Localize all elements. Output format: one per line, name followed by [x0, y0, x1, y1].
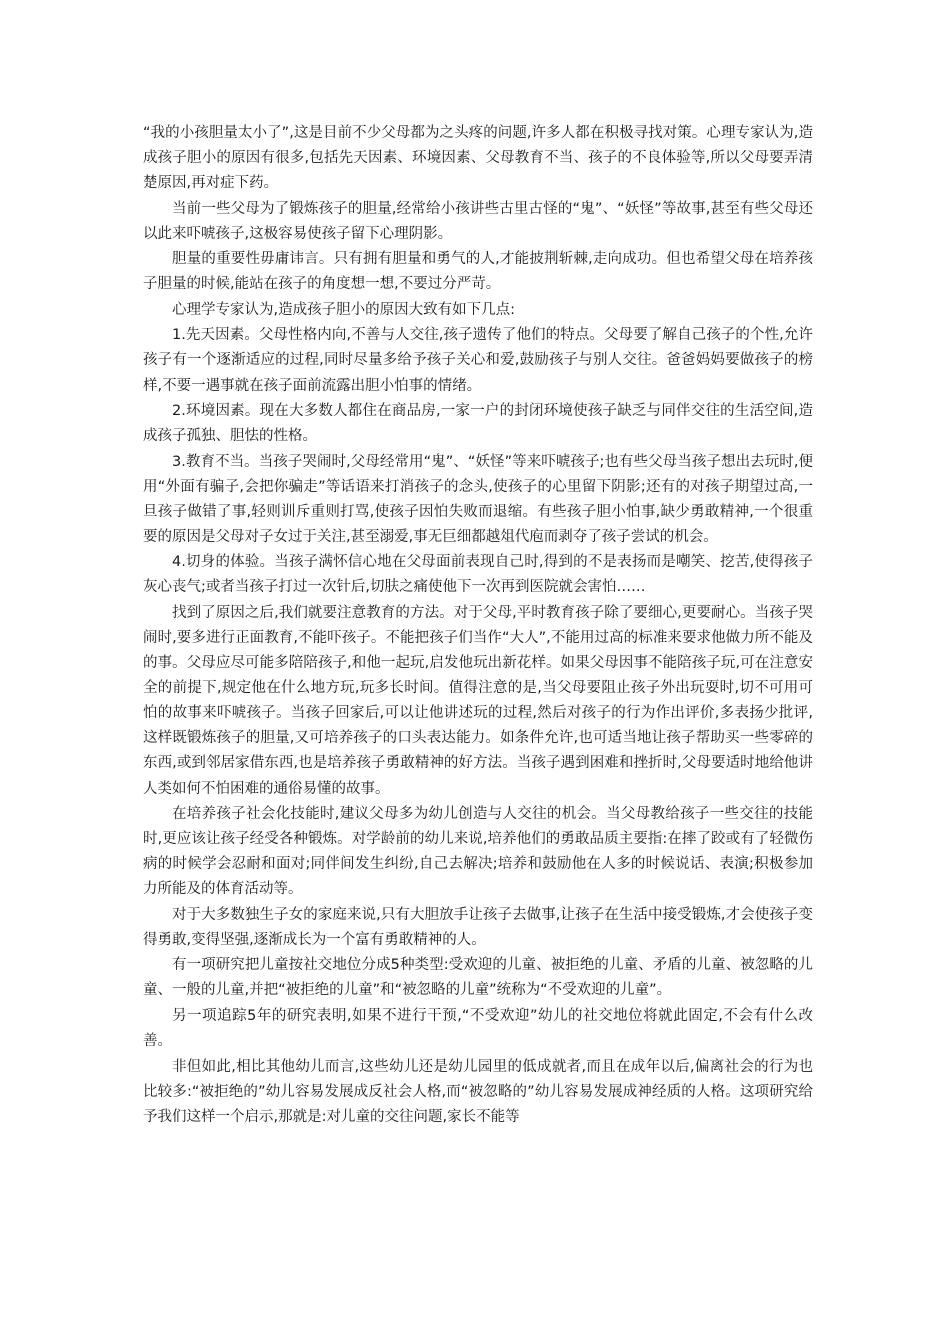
paragraph-causes-intro: 心理学专家认为,造成孩子胆小的原因大致有如下几点:	[172, 301, 515, 318]
paragraph-intro: “我的小孩胆量太小了”,这是目前不少父母都为之头疼的问题,许多人都在积极寻找对策。心理专家认为,造成孩子胆小的原因有很多,包括先天因素、环境因素、父母教育不当、孩子的不良体验等,所以父母要弄清楚原因,再对症下药。	[143, 125, 813, 192]
paragraph-education-methods: 找到了原因之后,我们就要注意教育的方法。对于父母,平时教育孩子除了要细心,更要耐心。当孩子哭闹时,要多进行正面教育,不能吓孩子。不能把孩子们当作“大人”,不能用过高的标准来要求他做力所不能及的事。父母应尽可能多陪陪孩子,和他一起玩,启发他玩出新花样。如果父母因事不能陪孩子玩,可在注意安全的前提下,规定他在什么地方玩,玩多长时间。值得注意的是,当父母要阻止孩子外出玩耍时,切不可用可怕的故事来吓唬孩子。当孩子回家后,可以让他讲述玩的过程,然后对孩子的行为作出评价,多表扬少批评,这样既锻炼孩子的胆量,又可培养孩子的口头表达能力。如条件允许,也可适当地让孩子帮助买一些零碎的东西,或到邻居家借东西,也是培养孩子勇敢精神的好方法。当孩子遇到困难和挫折时,父母要适时地给他讲人类如何不怕困难的通俗易懂的故事。	[143, 604, 813, 797]
paragraph-cause-4: 4.切身的体验。当孩子满怀信心地在父母面前表现自己时,得到的不是表扬而是嘲笑、挖苦,使得孩子灰心丧气;或者当孩子打过一次针后,切肤之痛使他下一次再到医院就会害怕……	[143, 554, 813, 596]
paragraph-study-five-years: 另一项追踪5年的研究表明,如果不进行干预,“不受欢迎”幼儿的社交地位将就此固定,不会有什么改善。	[143, 1007, 813, 1050]
paragraph-cause-3: 3.教育不当。当孩子哭闹时,父母经常用“鬼”、“妖怪”等来吓唬孩子;也有些父母当孩子想出去玩时,便用“外面有骗子,会把你骗走”等话语来打消孩子的念头,使孩子的心里留下阴影;还有的对孩子期望过高,一旦孩子做错了事,轻则训斥重则打骂,使孩子因怕失败而退缩。有些孩子胆小怕事,缺少勇敢精神,一个很重要的原因是父母对子女过于关注,甚至溺爱,事无巨细都越俎代庖而剥夺了孩子尝试的机会。	[143, 453, 813, 545]
paragraph-study-five-types: 有一项研究把儿童按社交地位分成5种类型:受欢迎的儿童、被拒绝的儿童、矛盾的儿童、被忽略的儿童、一般的儿童,并把“被拒绝的儿童”和“被忽略的儿童”统称为“不受欢迎的儿童”。	[143, 957, 813, 999]
paragraph-only-child: 对于大多数独生子女的家庭来说,只有大胆放手让孩子去做事,让孩子在生活中接受锻炼,才会使孩子变得勇敢,变得坚强,逐渐成长为一个富有勇敢精神的人。	[143, 906, 813, 948]
paragraph-social-skills: 在培养孩子社会化技能时,建议父母多为幼儿创造与人交往的机会。当父母教给孩子一些交往的技能时,更应该让孩子经受各种锻炼。对学龄前的幼儿来说,培养他们的勇敢品质主要指:在摔了跤或有了轻微伤病的时候学会忍耐和面对;同伴间发生纠纷,自己去解决;培养和鼓励他在人多的时候说话、表演;积极参加力所能及的体育活动等。	[143, 806, 813, 898]
paragraph-ghost-stories: 当前一些父母为了锻炼孩子的胆量,经常给小孩讲些古里古怪的“鬼”、“妖怪”等故事,甚至有些父母还以此来吓唬孩子,这极容易使孩子留下心理阴影。	[143, 200, 813, 242]
paragraph-study-consequences: 非但如此,相比其他幼儿而言,这些幼儿还是幼儿园里的低成就者,而且在成年以后,偏离社会的行为也比较多:“被拒绝的”幼儿容易发展成反社会人格,而“被忽略的”幼儿容易发展成神经质的人格。这项研究给予我们这样一个启示,那就是:对儿童的交往问题,家长不能等	[143, 1058, 813, 1125]
paragraph-cause-2: 2.环境因素。现在大多数人都住在商品房,一家一户的封闭环境使孩子缺乏与同伴交往的生活空间,造成孩子孤独、胆怯的性格。	[143, 402, 813, 445]
document-body	[143, 121, 813, 1130]
paragraph-cause-1: 1.先天因素。父母性格内向,不善与人交往,孩子遗传了他们的特点。父母要了解自己孩子的个性,允许孩子有一个逐渐适应的过程,同时尽量多给予孩子关心和爱,鼓励孩子与别人交往。爸爸妈妈要做孩子的榜样,不要一遇事就在孩子面前流露出胆小怕事的情绪。	[143, 327, 813, 394]
paragraph-courage-importance: 胆量的重要性毋庸讳言。只有拥有胆量和勇气的人,才能披荆斩棘,走向成功。但也希望父母在培养孩子胆量的时候,能站在孩子的角度想一想,不要过分严苛。	[143, 251, 813, 293]
